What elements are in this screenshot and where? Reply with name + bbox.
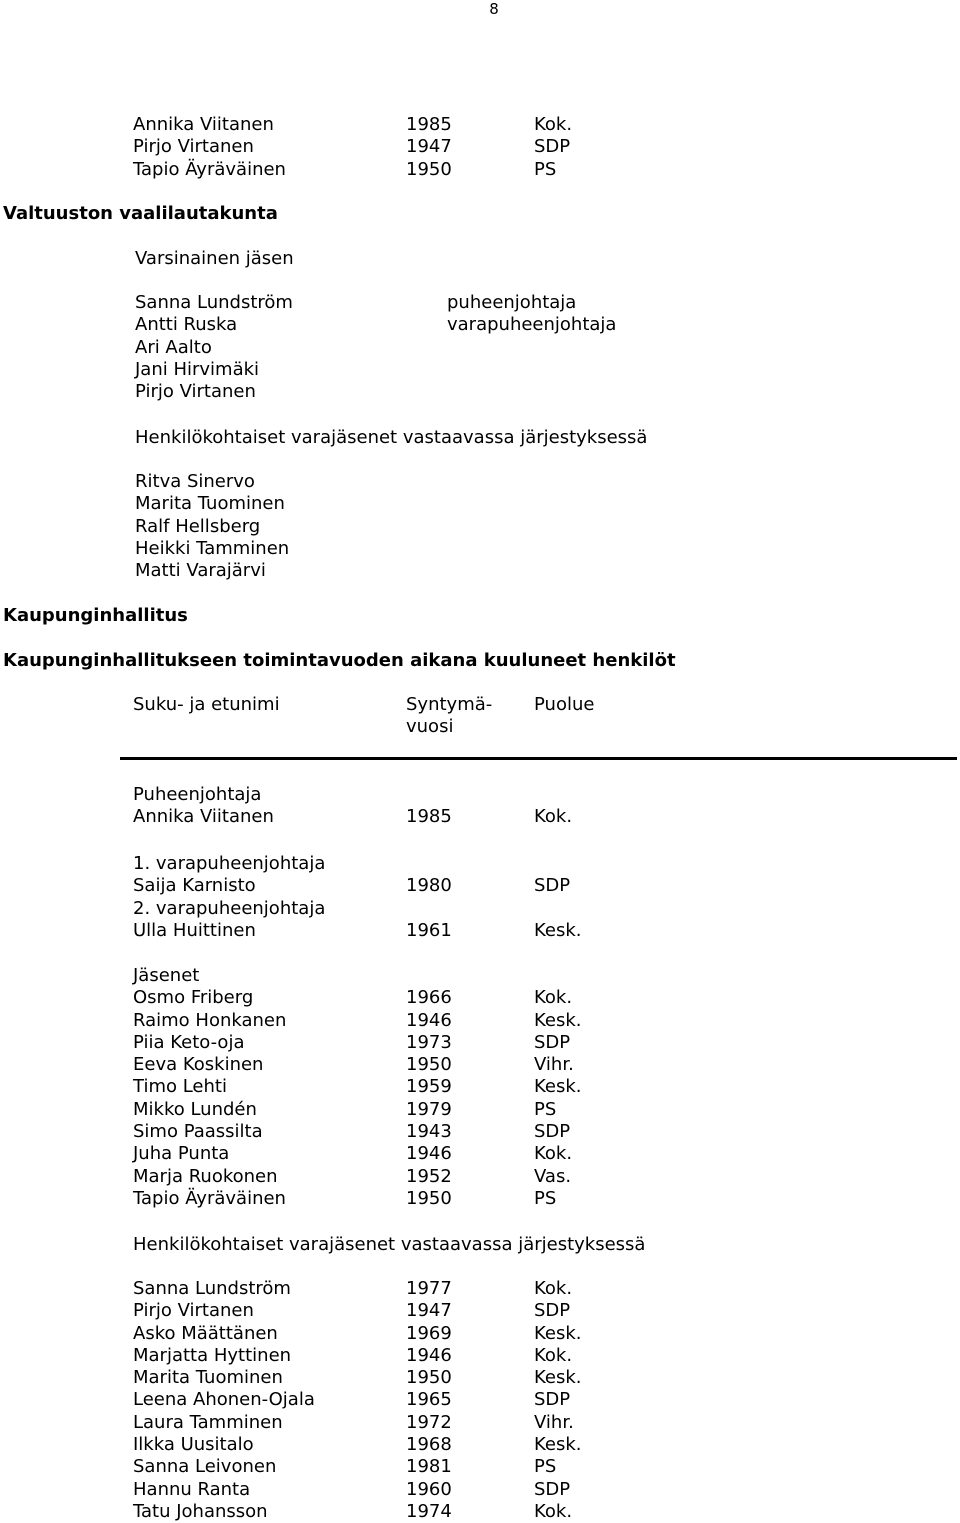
- member-name: Ilkka Uusitalo: [133, 1434, 254, 1456]
- member-year: 1969: [406, 1322, 452, 1344]
- list-item: Ari Aalto: [135, 336, 212, 358]
- member-name: Annika Viitanen: [133, 114, 274, 135]
- member-party: SDP: [534, 1389, 571, 1411]
- member-year: 1943: [406, 1121, 452, 1143]
- column-name-header: Suku- ja etunimi: [133, 694, 280, 715]
- members-label-text: Jäsenet: [133, 965, 200, 986]
- member-year: 1985: [406, 114, 452, 135]
- member-year: 1950: [406, 1054, 452, 1076]
- member-year: 1961: [406, 919, 452, 941]
- member-name: Simo Paassilta: [133, 1121, 263, 1143]
- member-name: Timo Lehti: [133, 1076, 227, 1098]
- list-item: Marita Tuominen: [135, 493, 285, 515]
- member-name: Marjatta Hyttinen: [133, 1344, 292, 1366]
- list-item: Jani Hirvimäki: [135, 358, 260, 380]
- list-item: Ralf Hellsberg: [135, 515, 261, 537]
- member-year: 1946: [406, 1143, 452, 1165]
- member-year: 1972: [406, 1411, 452, 1433]
- vice1-label-text: 1. varapuheenjohtaja: [133, 853, 326, 874]
- vaalilautakunta-members: [135, 292, 293, 403]
- member-year: 1965: [406, 1389, 452, 1411]
- member-party: Kesk.: [534, 1009, 582, 1031]
- vice2-label-text: 2. varapuheenjohtaja: [133, 897, 326, 919]
- role-label: puheenjohtaja: [447, 292, 577, 313]
- page-number: 8: [489, 0, 499, 18]
- member-party: Kesk.: [534, 1367, 582, 1389]
- member-name: Marja Ruokonen: [133, 1165, 278, 1187]
- member-name: Tapio Äyräväinen: [133, 1187, 286, 1209]
- member-year: 1966: [406, 987, 452, 1009]
- member-name: Tatu Johansson: [133, 1500, 268, 1522]
- member-party: Kok.: [534, 1143, 573, 1165]
- member-year: 1946: [406, 1344, 452, 1366]
- member-name: Saija Karnisto: [133, 875, 256, 897]
- vaalilautakunta-heading: Valtuuston vaalilautakunta: [3, 203, 278, 224]
- member-name: Raimo Honkanen: [133, 1009, 287, 1031]
- member-year: 1974: [406, 1500, 452, 1522]
- member-name: Sanna Lundström: [133, 1278, 291, 1299]
- chair-label-text: Puheenjohtaja: [133, 784, 262, 805]
- member-name: Leena Ahonen-Ojala: [133, 1389, 315, 1411]
- member-party: SDP: [534, 1300, 571, 1322]
- member-party: Kok.: [534, 806, 573, 828]
- member-party: Kesk.: [534, 1434, 582, 1456]
- member-party: Kok.: [534, 114, 573, 135]
- member-name: Tapio Äyräväinen: [133, 158, 286, 180]
- member-party: Kok.: [534, 1278, 573, 1299]
- member-name: Piia Keto-oja: [133, 1031, 245, 1053]
- list-item: Sanna Lundström: [135, 292, 293, 313]
- member-party: SDP: [534, 1031, 571, 1053]
- vaalilautakunta-deputies-label: Henkilökohtaiset varajäsenet vastaavassa järjestyksessä: [135, 427, 648, 448]
- member-name: Asko Määttänen: [133, 1322, 278, 1344]
- member-party: Vihr.: [534, 1411, 574, 1433]
- member-party: SDP: [534, 1121, 571, 1143]
- member-party: PS: [534, 158, 557, 180]
- member-year: 1981: [406, 1456, 452, 1478]
- member-party: SDP: [534, 875, 571, 897]
- member-party: Vas.: [534, 1165, 572, 1187]
- member-party: Kok.: [534, 987, 573, 1009]
- member-name: Hannu Ranta: [133, 1478, 251, 1500]
- member-year: 1979: [406, 1098, 452, 1120]
- member-party: Kesk.: [534, 1322, 582, 1344]
- member-party: Kesk.: [534, 919, 582, 941]
- member-year: 1985: [406, 806, 452, 828]
- member-year: 1950: [406, 1187, 452, 1209]
- header-divider: [120, 757, 957, 760]
- member-year: 1946: [406, 1009, 452, 1031]
- member-name: Laura Tamminen: [133, 1411, 283, 1433]
- member-year: 1950: [406, 158, 452, 180]
- vaalilautakunta-roles: [447, 292, 616, 337]
- role-label: varapuheenjohtaja: [447, 314, 617, 336]
- member-name: Annika Viitanen: [133, 806, 274, 828]
- deputies-label: Henkilökohtaiset varajäsenet vastaavassa järjestyksessä: [133, 1234, 646, 1255]
- list-item: Pirjo Virtanen: [135, 381, 256, 403]
- column-year-header: Syntymä-: [406, 694, 493, 715]
- vaalilautakunta-members-label: Varsinainen jäsen: [135, 248, 294, 269]
- list-item: Ritva Sinervo: [135, 471, 255, 492]
- member-year: 1973: [406, 1031, 452, 1053]
- member-name: Juha Punta: [133, 1143, 230, 1165]
- column-party-header: Puolue: [534, 694, 595, 715]
- member-year: 1947: [406, 1300, 452, 1322]
- member-name: Pirjo Virtanen: [133, 1300, 254, 1322]
- member-party: PS: [534, 1187, 557, 1209]
- vaalilautakunta-deputies: [135, 471, 289, 582]
- member-year: 1977: [406, 1278, 452, 1299]
- kaupunginhallitus-subheading: Kaupunginhallitukseen toimintavuoden aikana kuuluneet henkilöt: [3, 650, 676, 671]
- list-item: Antti Ruska: [135, 314, 238, 336]
- member-party: SDP: [534, 136, 571, 158]
- member-party: Vihr.: [534, 1054, 574, 1076]
- member-party: Kesk.: [534, 1076, 582, 1098]
- member-year: 1968: [406, 1434, 452, 1456]
- member-year: 1952: [406, 1165, 452, 1187]
- list-item: Heikki Tamminen: [135, 537, 290, 559]
- member-year: 1980: [406, 875, 452, 897]
- member-year: 1950: [406, 1367, 452, 1389]
- member-year: 1959: [406, 1076, 452, 1098]
- member-party: PS: [534, 1098, 557, 1120]
- member-year: 1947: [406, 136, 452, 158]
- member-name: Mikko Lundén: [133, 1098, 257, 1120]
- member-party: PS: [534, 1456, 557, 1478]
- column-year-header-line2: vuosi: [406, 716, 454, 738]
- member-name: Ulla Huittinen: [133, 919, 256, 941]
- kaupunginhallitus-heading: Kaupunginhallitus: [3, 605, 188, 626]
- member-name: Marita Tuominen: [133, 1367, 283, 1389]
- member-party: Kok.: [534, 1344, 573, 1366]
- list-item: Matti Varajärvi: [135, 560, 266, 582]
- member-name: Pirjo Virtanen: [133, 136, 254, 158]
- member-party: Kok.: [534, 1500, 573, 1522]
- member-name: Osmo Friberg: [133, 987, 254, 1009]
- member-name: Eeva Koskinen: [133, 1054, 264, 1076]
- member-year: 1960: [406, 1478, 452, 1500]
- member-name: Sanna Leivonen: [133, 1456, 277, 1478]
- member-party: SDP: [534, 1478, 571, 1500]
